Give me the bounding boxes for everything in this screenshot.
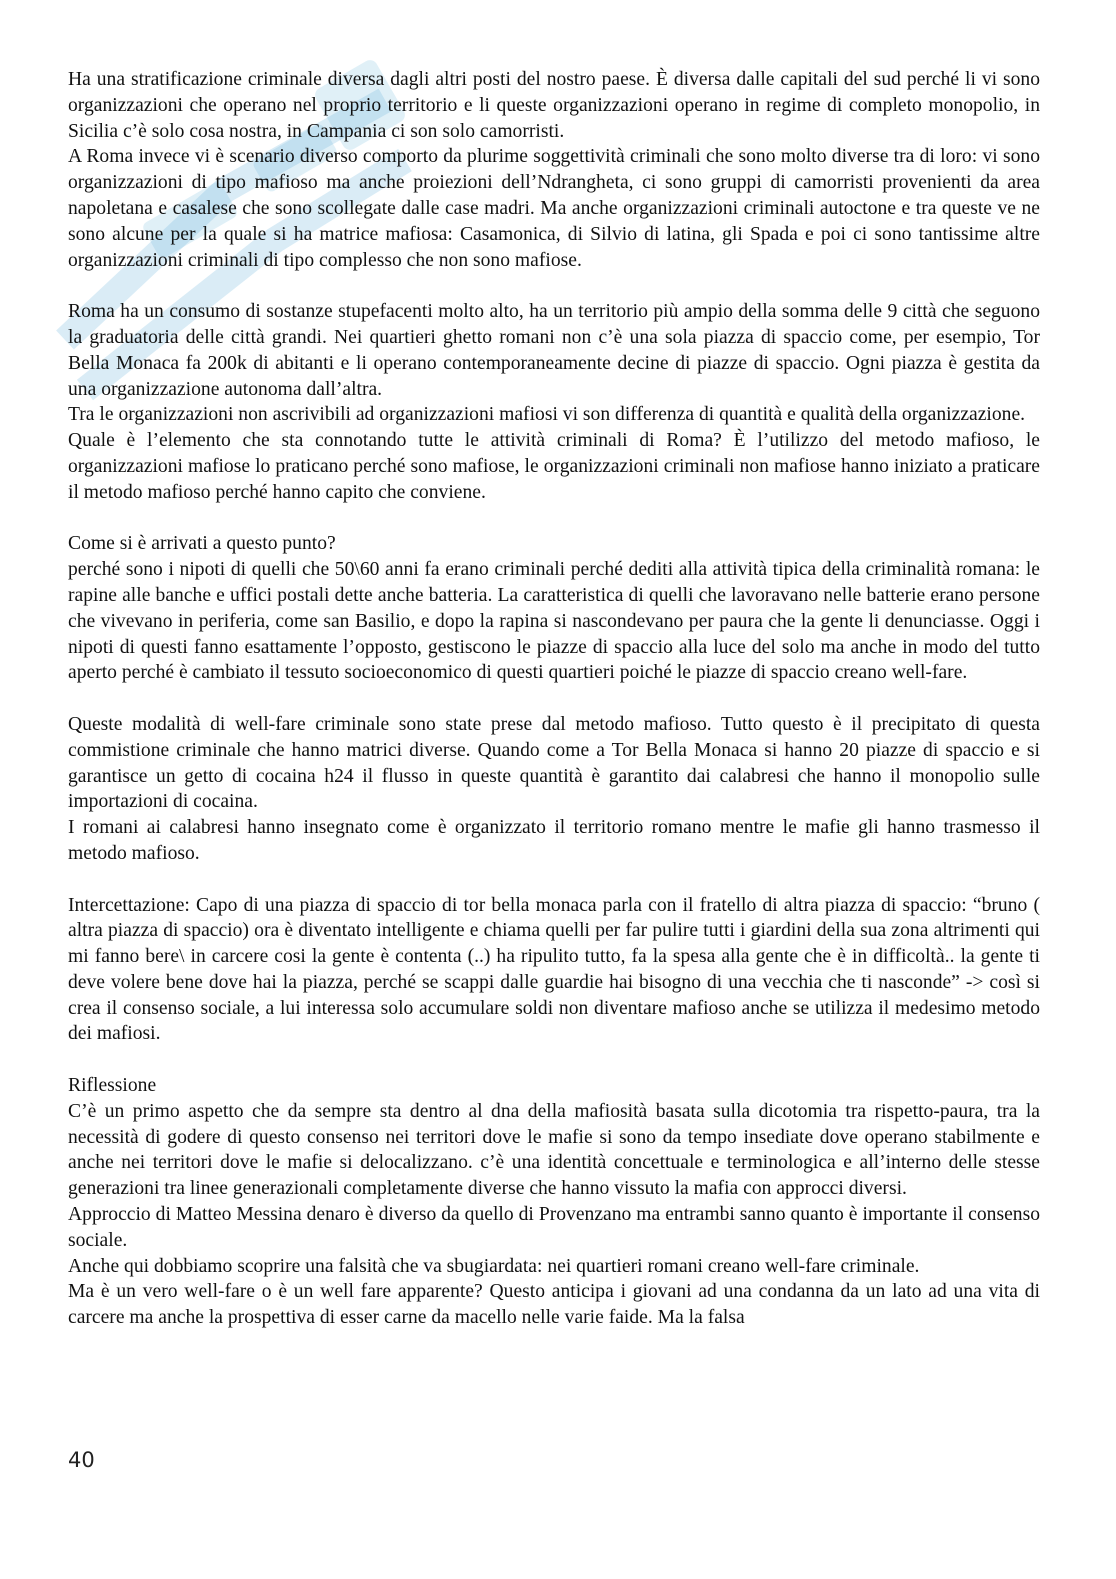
paragraph-gap xyxy=(68,273,1040,299)
section-heading: Riflessione xyxy=(68,1075,157,1097)
paragraph-gap xyxy=(68,867,1040,893)
paragraph: A Roma invece vi è scenario diverso comporto da plurime soggettività criminali che sono molto diverse tra di loro: vi sono organizzazioni di tipo mafioso ma anche proiezioni dell’Ndrangheta, ci sono gruppi di camorristi provenienti da area napoletana e casalese che sono scollegate dalle case madri. Ma anche organizzazioni criminali autoctone e tra queste ve ne sono alcune per la quale si ha matrice mafiosa: Casamonica, di Silvio di latina, gli Spada e poi ci sono tantissime altre organizzazioni criminali di tipo complesso che non sono mafiose. xyxy=(68,146,1040,271)
paragraph: Ma è un vero well-fare o è un well fare apparente? Questo anticipa i giovani ad una condanna da un lato ad una vita di carcere ma anche la prospettiva di esser carne da macello nelle varie faide. Ma la falsa xyxy=(68,1281,1040,1329)
paragraph: perché sono i nipoti di quelli che 50\60 anni fa erano criminali perché dediti alla attività tipica della criminalità romana: le rapine alle banche e uffici postali dette anche batteria. La caratteristica di quelli che lavoravano nelle batterie erano persone che vivevano in periferia, come san Basilio, e dopo la rapina si nascondevano per paura che la gente li denunciasse. Oggi i nipoti di questi fanno esattamente l’opposto, gestiscono le piazze di spaccio alla luce del solo ma anche in modo del tutto aperto perché è cambiato il tessuto socioeconomico di questi quartieri poiché le piazze di spaccio creano well-fare. xyxy=(68,559,1040,684)
paragraph: Queste modalità di well-fare criminale sono state prese dal metodo mafioso. Tutto questo è il precipitato di questa commistione criminale che hanno matrici diverse. Quando come a Tor Bella Monaca si hanno 20 piazze di spaccio e si garantisce un getto di cocaina h24 il flusso in queste quantità è garantito dai calabresi che hanno il monopolio sulle importazioni di cocaina. xyxy=(68,713,1040,813)
section-heading: Come si è arrivati a questo punto? xyxy=(68,533,336,555)
paragraph: Approccio di Matteo Messina denaro è diverso da quello di Provenzano ma entrambi sanno quanto è importante il consenso sociale. xyxy=(68,1204,1040,1251)
document-body xyxy=(68,67,1040,1331)
paragraph: Ha una stratificazione criminale diversa dagli altri posti del nostro paese. È diversa dalle capitali del sud perché li vi sono organizzazioni che operano nel proprio territorio e li queste organizzazioni operano in regime di completo monopolio, in Sicilia c’è solo cosa nostra, in Campania ci son solo camorristi. xyxy=(68,69,1040,142)
paragraph-gap xyxy=(68,1047,1040,1073)
paragraph: Roma ha un consumo di sostanze stupefacenti molto alto, ha un territorio più ampio della somma delle 9 città che seguono la graduatoria delle città grandi. Nei quartieri ghetto romani non c’è una sola piazza di spaccio come, per esempio, Tor Bella Monaca fa 200k di abitanti e li operano contemporaneamente decine di piazze di spaccio. Ogni piazza è gestita da una organizzazione autonoma dall’altra. xyxy=(68,301,1040,400)
paragraph: Anche qui dobbiamo scoprire una falsità che va sbugiardata: nei quartieri romani creano well-fare criminale. xyxy=(68,1255,920,1277)
paragraph-gap xyxy=(68,686,1040,712)
page-number: 40 xyxy=(68,1448,95,1472)
paragraph-gap xyxy=(68,506,1040,532)
paragraph: Quale è l’elemento che sta connotando tutte le attività criminali di Roma? È l’utilizzo del metodo mafioso, le organizzazioni mafiose lo praticano perché sono mafiose, le organizzazioni criminali non mafiose hanno iniziato a praticare il metodo mafioso perché hanno capito che conviene. xyxy=(68,430,1040,503)
paragraph: I romani ai calabresi hanno insegnato come è organizzato il territorio romano mentre le mafie gli hanno trasmesso il metodo mafioso. xyxy=(68,817,1040,864)
paragraph: Tra le organizzazioni non ascrivibili ad organizzazioni mafiosi vi son differenza di quantità e qualità della organizzazione. xyxy=(68,404,1026,426)
paragraph: Intercettazione: Capo di una piazza di spaccio di tor bella monaca parla con il fratello di altra piazza di spaccio: “bruno ( altra piazza di spaccio) ora è diventato intelligente e chiama quelli per far pulire tutti i giardini della sua zona altrimenti qui mi fanno bere\ in carcere cosi la gente è contenta (..) ha ripulito tutto, fa la spesa alla gente che è in difficoltà.. la gente ti deve volere bene dove hai la piazza, perché se scappi dalle guardie hai bisogno di una vecchia che ti nasconde” -> così si crea il consenso sociale, a lui interessa solo accumulare soldi non diventare mafioso anche se utilizza il medesimo metodo dei mafiosi. xyxy=(68,894,1040,1045)
paragraph: C’è un primo aspetto che da sempre sta dentro al dna della mafiosità basata sulla dicotomia tra rispetto-paura, tra la necessità di godere di questo consenso nei territori dove le mafie si sono da tempo insediate dove operano stabilmente e anche nei territori dove le mafie si delocalizzano. c’è una identità concettuale e terminologica e all’interno delle stesse generazioni tra linee generazionali completamente diverse che hanno vissuto la mafia con approcci diversi. xyxy=(68,1100,1040,1200)
